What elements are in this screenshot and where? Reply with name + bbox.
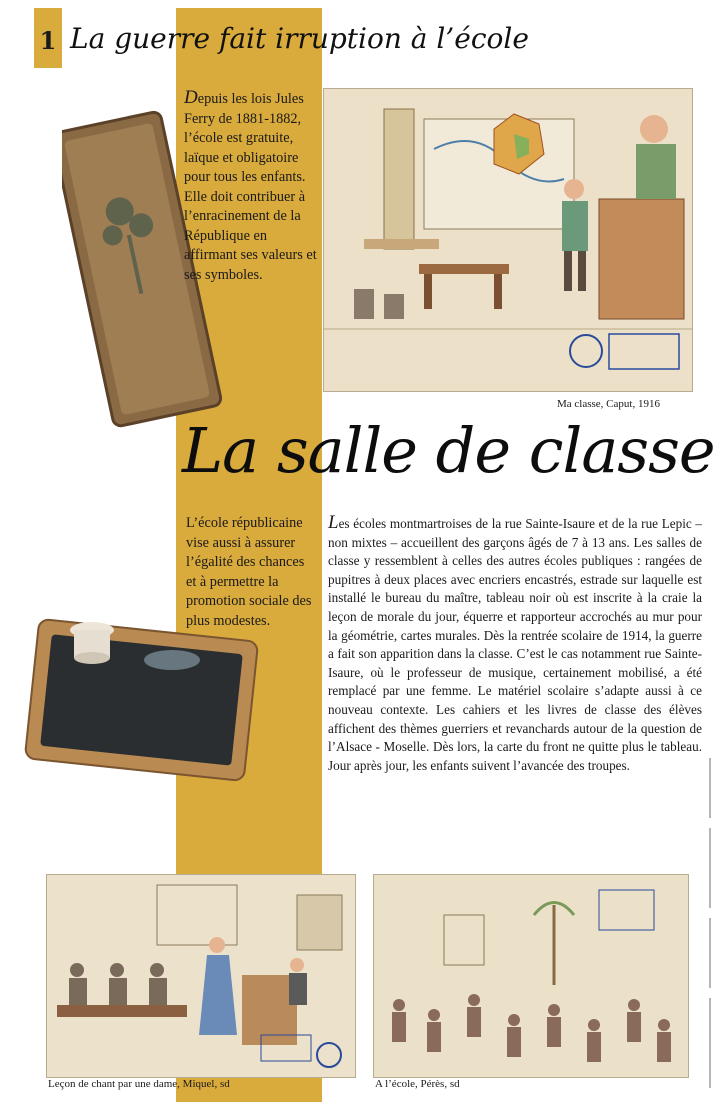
drawing-ma-classe xyxy=(323,88,693,392)
intro-dropcap: D xyxy=(184,87,198,108)
main-text: es écoles montmartroises de la rue Sainte-Isaure et de la rue Lepic – non mixtes – accueillent des garçons âgés de 7 à 13 ans. Les salles de classe y ressemblent à celles des autres écoles publiques : rangées de pupitres à deux places avec encriers encastrés, estrade sur laquelle est installé le bureau du maître, tableau noir où est inscrite à la craie la leçon de morale du jour, équerre et rapporteur accrochés au mur pour la géométrie, cartes murales. Dès la rentrée scolaire de 1914, la guerre a fait son apparition dans la classe. C’est le cas notamment rue Sainte-Isaure, où le professeur de musique, certainement mobilisé, a été remplacé par une femme. Le matériel scolaire s’adapte aussi à ce nouveau contexte. Les cahiers et les livres de classe des élèves affichent des thèmes guerriers et revanchards autour de la question de l’Alsace - Moselle. Dès lors, la carte du front ne quitte plus le tableau. Jour après jour, les enfants suivent l’avancée des troupes. xyxy=(328,516,702,773)
intro-paragraph xyxy=(184,88,322,285)
caption-ma-classe: Ma classe, Caput, 1916 xyxy=(557,398,660,410)
vertical-credit-strip xyxy=(705,758,715,1098)
caption-lecon-de-chant: Leçon de chant par une dame, Miquel, sd xyxy=(48,1078,230,1090)
page-title: La salle de classe xyxy=(182,414,715,487)
main-paragraph xyxy=(328,514,702,775)
drawing-lecon-de-chant xyxy=(46,874,356,1078)
main-dropcap: L xyxy=(328,512,339,533)
caption-a-l-ecole: A l’école, Pérès, sd xyxy=(375,1078,460,1090)
intro-text: epuis les lois Jules Ferry de 1881-1882, l’école est gratuite, laïque et obligatoire pour tous les enfants. Elle doit contribuer à l’enracinement de la République en affirmant ses valeurs et ses symboles. xyxy=(184,91,317,283)
section-title: La guerre fait irruption à l’école xyxy=(70,22,529,55)
drawing-a-l-ecole xyxy=(373,874,689,1078)
side-paragraph: L’école républicaine vise aussi à assurer l’égalité des chances et à permettre la promotion sociale des plus modestes. xyxy=(186,515,312,629)
section-number: 1 xyxy=(39,26,57,55)
